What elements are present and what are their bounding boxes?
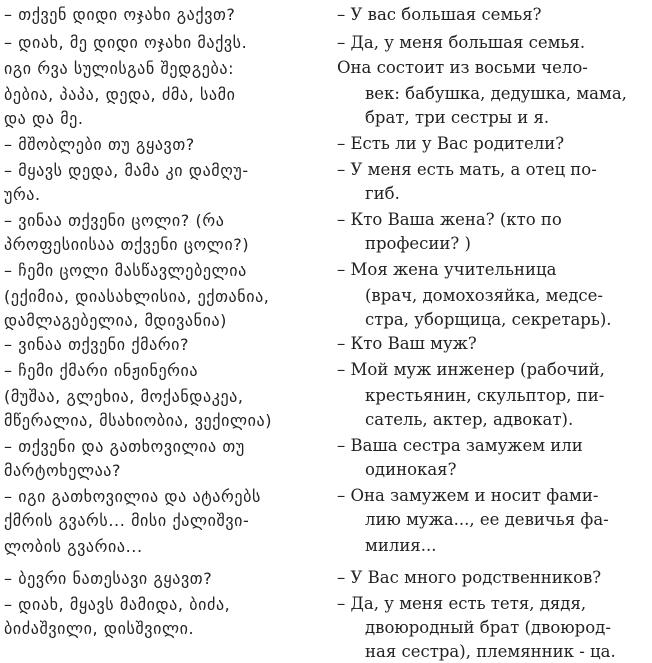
russian-line: – Да, у меня большая семья. — [337, 33, 586, 52]
russian-line: – Есть ли у Вас родители? — [337, 134, 565, 153]
russian-line: – У вас большая семья? — [337, 5, 542, 24]
russian-line: – У Вас много родственников? — [337, 568, 602, 587]
russian-line: – Кто Ваша жена? (кто по — [337, 210, 562, 229]
georgian-line: – მშობლები თუ გყავთ? — [4, 135, 195, 154]
georgian-line: – დიახ, მყავს მამიდა, ბიძა, — [4, 595, 231, 614]
georgian-line: ბებია, პაპა, დედა, ძმა, სამი — [4, 85, 236, 104]
georgian-line: ურა. — [4, 185, 41, 204]
russian-line: (врач, домохозяйка, медсе- — [365, 286, 604, 305]
georgian-line: ბიძაშვილი, დისშვილი. — [4, 619, 195, 638]
russian-line: лию мужа..., ее девичья фа- — [365, 510, 609, 529]
georgian-line: – ჩემი ცოლი მასწავლებელია — [4, 261, 247, 280]
russian-line: двоюродный брат (двоюрод- — [365, 618, 611, 637]
russian-line: – Да, у меня есть тетя, дядя, — [337, 594, 587, 613]
russian-line: Она состоит из восьми чело- — [337, 58, 588, 77]
georgian-line: დამლაგებელია, მდივანია) — [4, 311, 228, 330]
russian-line: милия... — [365, 536, 437, 555]
georgian-line: – ბევრი ნათესავი გყავთ? — [4, 569, 213, 588]
georgian-line: მარტოხელაა? — [4, 461, 122, 480]
georgian-line: ქმრის გვარს... მისი ქალიშვი- — [4, 511, 250, 530]
georgian-line: – ვინაა თქვენი ქმარი? — [4, 335, 190, 354]
georgian-line: – დიახ, მე დიდი ოჯახი მაქვს. — [4, 33, 248, 52]
georgian-line: – თქვენი და გათხოვილია თუ — [4, 437, 245, 456]
russian-line: стра, уборщица, секретарь). — [365, 310, 612, 329]
georgian-line: – თქვენ დიდი ოჯახი გაქვთ? — [4, 5, 236, 24]
russian-line: – Моя жена учительница — [337, 260, 557, 279]
russian-line: сатель, актер, адвокат). — [365, 410, 574, 429]
russian-line: – Ваша сестра замужем или — [337, 436, 583, 455]
russian-line: – У меня есть мать, а отец по- — [337, 160, 597, 179]
russian-line: професии? ) — [365, 234, 471, 253]
russian-line: брат, три сестры и я. — [365, 108, 550, 127]
russian-line: – Мой муж инженер (рабочий, — [337, 360, 605, 379]
russian-line: одинокая? — [365, 460, 457, 479]
russian-line: век: бабушка, дедушка, мама, — [365, 84, 627, 103]
georgian-line: – მყავს დედა, მამა კი დამღუ- — [4, 161, 249, 180]
georgian-line: ლობის გვარია... — [4, 537, 143, 556]
russian-line: – Она замужем и носит фами- — [337, 486, 599, 505]
georgian-line: – იგი გათხოვილია და ატარებს — [4, 487, 261, 506]
georgian-line: და და მე. — [4, 109, 84, 128]
georgian-line: – ჩემი ქმარი ინჟინერია — [4, 361, 199, 380]
russian-line: крестьянин, скульптор, пи- — [365, 386, 605, 405]
russian-line: гиб. — [365, 184, 400, 203]
russian-line: – Кто Ваш муж? — [337, 334, 477, 353]
georgian-line: იგი რვა სულისგან შედგება: — [4, 59, 235, 78]
georgian-line: პროფესიისაა თქვენი ცოლი?) — [4, 235, 250, 254]
georgian-line: (ექიმია, დიასახლისია, ექთანია, — [4, 287, 270, 306]
russian-line: ная сестра), племянник - ца. — [365, 642, 616, 661]
georgian-line: – ვინაა თქვენი ცოლი? (რა — [4, 211, 225, 230]
georgian-line: (მუშაა, გლეხია, მოქანდაკეა, — [4, 387, 244, 406]
georgian-line: მწერალია, მსახიობია, ვექილია) — [4, 411, 273, 430]
